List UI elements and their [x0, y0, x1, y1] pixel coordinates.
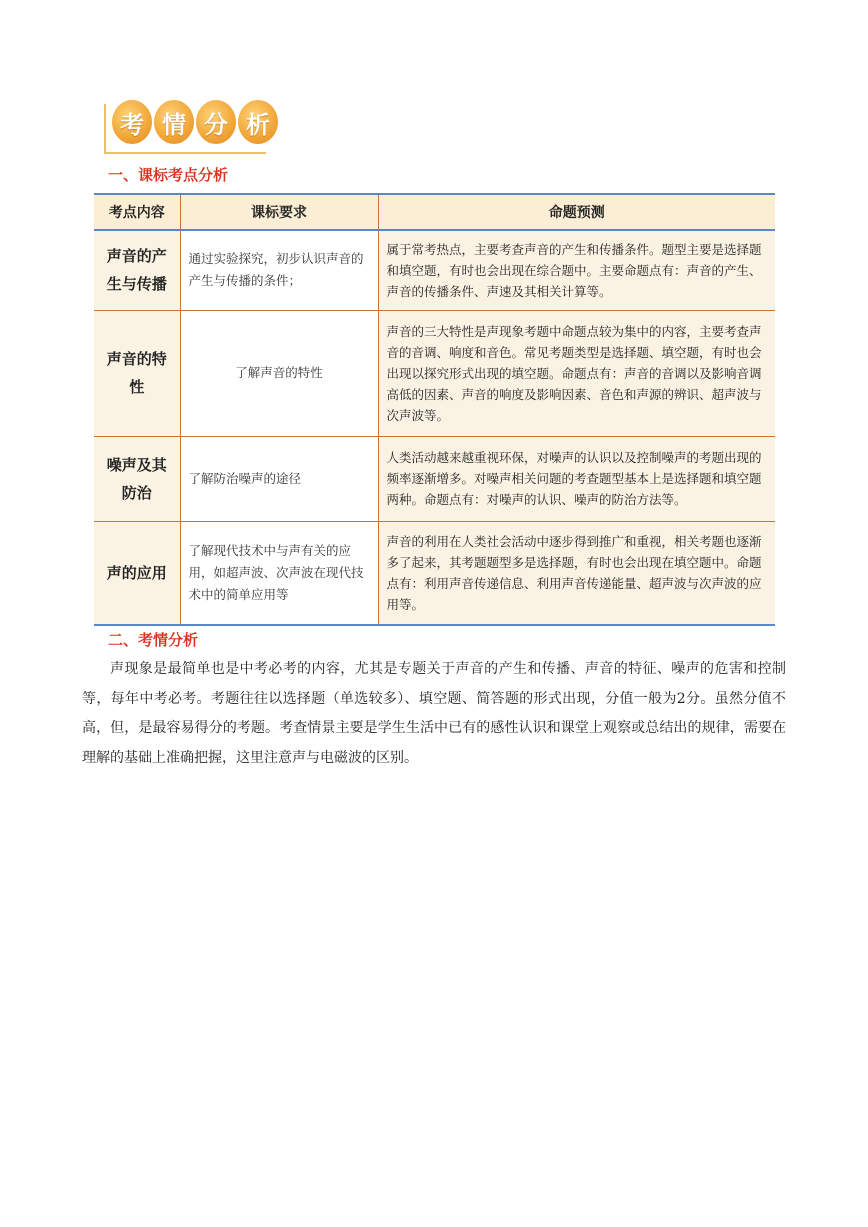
badge-char: 情 — [154, 100, 194, 144]
requirement-cell: 了解现代技术中与声有关的应用，如超声波、次声波在现代技术中的简单应用等 — [180, 521, 378, 625]
badge-char: 考 — [112, 100, 152, 144]
prediction-cell: 属于常考热点，主要考查声音的产生和传播条件。题型主要是选择题和填空题，有时也会出现在综合题中。主要命题点有：声音的产生、声音的传播条件、声速及其相关计算等。 — [378, 230, 775, 310]
badge-char: 分 — [196, 100, 236, 144]
requirement-cell: 通过实验探究，初步认识声音的产生与传播的条件； — [180, 230, 378, 310]
column-header: 命题预测 — [378, 194, 775, 230]
header-badge — [104, 100, 270, 156]
topic-cell: 声的应用 — [94, 521, 180, 625]
requirement-cell: 了解声音的特性 — [180, 310, 378, 436]
topic-cell: 声音的特性 — [94, 310, 180, 436]
prediction-cell: 人类活动越来越重视环保，对噪声的认识以及控制噪声的考题出现的频率逐渐增多。对噪声相关问题的考查题型基本上是选择题和填空题两种。命题点有：对噪声的认识、噪声的防治方法等。 — [378, 436, 775, 521]
table-row — [94, 310, 775, 436]
column-header: 课标要求 — [180, 194, 378, 230]
topic-cell: 噪声及其防治 — [94, 436, 180, 521]
requirement-cell: 了解防治噪声的途径 — [180, 436, 378, 521]
table-row — [94, 436, 775, 521]
prediction-cell: 声音的三大特性是声现象考题中命题点较为集中的内容，主要考查声音的音调、响度和音色。常见考题类型是选择题、填空题，有时也会出现以探究形式出现的填空题。命题点有：声音的音调以及影响音调高低的因素、声音的响度及影响因素、音色和声源的辨识、超声波与次声波等。 — [378, 310, 775, 436]
column-header: 考点内容 — [94, 194, 180, 230]
table-header-row — [94, 194, 775, 230]
table-row — [94, 521, 775, 625]
exam-analysis-table — [94, 193, 775, 626]
prediction-cell: 声音的利用在人类社会活动中逐步得到推广和重视，相关考题也逐渐多了起来，其考题题型多是选择题，有时也会出现在填空题中。命题点有：利用声音传递信息、利用声音传递能量、超声波与次声波的应用等。 — [378, 521, 775, 625]
topic-cell: 声音的产生与传播 — [94, 230, 180, 310]
section-2-title: 二、考情分析 — [108, 631, 199, 649]
badge-char: 析 — [238, 100, 278, 144]
section-1-title: 一、课标考点分析 — [108, 166, 229, 184]
analysis-paragraph: 声现象是最简单也是中考必考的内容，尤其是专题关于声音的产生和传播、声音的特征、噪声的危害和控制等，每年中考必考。考题往往以选择题（单选较多）、填空题、简答题的形式出现，分值一般为2分。虽然分值不高，但，是最容易得分的考题。考查情景主要是学生生活中已有的感性认识和课堂上观察或总结出的规律，需要在理解的基础上准确把握，这里注意声与电磁波的区别。 — [82, 661, 786, 766]
table-row — [94, 230, 775, 310]
